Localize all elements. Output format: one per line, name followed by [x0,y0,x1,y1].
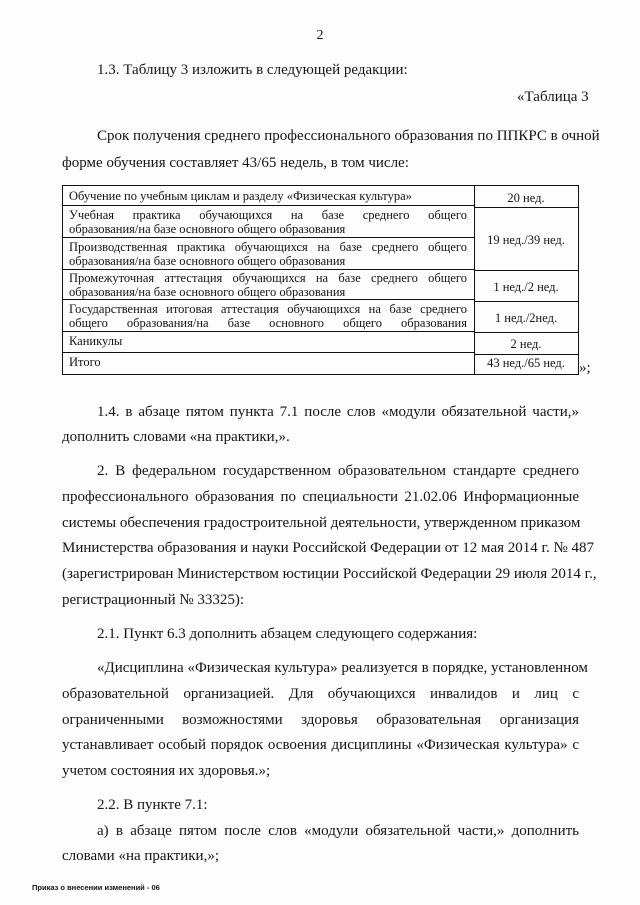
row-rule [63,331,474,332]
table-row-value: 19 нед./39 нед. [487,233,565,247]
row-rule [63,299,474,300]
row-rule [63,237,474,238]
table-row-value: 1 нед./2нед. [494,311,558,325]
paragraph-1-4-line-1: 1.4. в абзаце пятом пункта 7.1 после слов «модули обязательной части,» [97,404,579,420]
table-row-label: Промежуточная аттестация обучающихся на базе среднего общего образования/на базе основного общего образования [69,271,467,299]
study-duration-table [62,185,579,375]
paragraph-2-2: 2.2. В пункте 7.1: [97,797,208,813]
paragraph-2-line-2: профессионального образования по специальности 21.02.06 Информационные [62,489,579,505]
table-row-label: Государственная итоговая аттестация обучающихся на базе среднего общего образования/на базе основного общего образования [69,302,467,330]
row-rule [474,301,578,302]
table-row-value: 1 нед./2 нед. [493,280,559,294]
table-row-value: 43 нед./65 нед. [487,356,565,370]
row-rule [474,354,578,355]
table-row-value: 20 нед. [507,191,545,205]
duration-line-1: Срок получения среднего профессионального образования по ППКРС в очной [97,128,600,144]
item-a-line-1: а) в абзаце пятом после слов «модули обязательной части,» дополнить [97,823,579,839]
paragraph-2-line-5: (зарегистрирован Министерством юстиции Российской Федерации 29 июля 2014 г., [62,566,597,582]
item-a-line-2: словами «на практики,»; [62,848,219,864]
paragraph-2-line-1: 2. В федеральном государственном образовательном стандарте среднего [97,463,579,479]
paragraph-1-3: 1.3. Таблицу 3 изложить в следующей редакции: [97,62,408,78]
paragraph-2-line-6: регистрационный № 33325): [62,592,245,608]
row-rule [474,332,578,333]
paragraph-2-line-4: Министерства образования и науки Российской Федерации от 12 мая 2014 г. № 487 [62,540,595,556]
quote-line-2: образовательной организацией. Для обучающихся инвалидов и лиц с [62,686,579,702]
table-caption: «Таблица 3 [517,89,589,105]
table-closing-quote: »; [579,360,591,376]
table-row-label: Каникулы [69,334,123,348]
duration-line-2: форме обучения составляет 43/65 недель, в том числе: [62,155,409,171]
row-rule [63,205,474,206]
row-rule [63,352,474,353]
paragraph-1-4-line-2: дополнить словами «на практики,». [62,429,290,445]
quote-line-5: учетом состояния их здоровья.»; [62,763,271,779]
page-number: 2 [316,28,324,43]
row-rule [63,269,474,270]
paragraph-2-line-3: системы обеспечения градостроительной деятельности, утвержденном приказом [62,515,581,531]
paragraph-2-1: 2.1. Пункт 6.3 дополнить абзацем следующего содержания: [97,626,478,642]
quote-line-4: устанавливает особый порядок освоения дисциплины «Физическая культура» с [62,737,579,753]
footer-note: Приказ о внесении изменений - 06 [32,883,160,892]
row-rule [474,270,578,271]
table-row-label: Итого [69,355,101,369]
table-row-value: 2 нед. [510,337,542,351]
table-row-label: Учебная практика обучающихся на базе среднего общего образования/на базе основного общего образования [69,208,467,236]
table-row-label: Обучение по учебным циклам и разделу «Физическая культура» [69,189,412,203]
row-rule [474,207,578,208]
quote-line-1: «Дисциплина «Физическая культура» реализуется в порядке, установленном [97,660,588,676]
table-row-label: Производственная практика обучающихся на базе среднего общего образования/на базе основного общего образования [69,240,467,268]
quote-line-3: ограниченными возможностями здоровья образовательная организация [62,712,579,728]
